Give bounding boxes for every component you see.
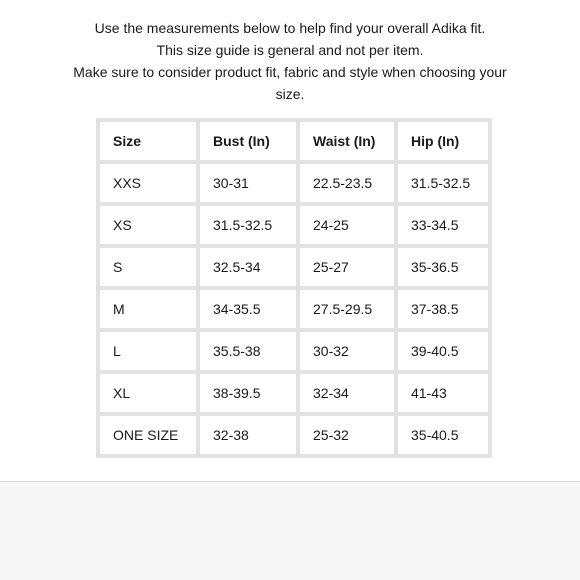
table-row	[98, 288, 490, 330]
table-row	[98, 372, 490, 414]
cell-size: ONE SIZE	[98, 414, 198, 456]
cell-bust: 32-38	[198, 414, 298, 456]
cell-size: M	[98, 288, 198, 330]
header-size: Size	[98, 120, 198, 162]
cell-hip: 31.5-32.5	[396, 162, 490, 204]
cell-bust: 32.5-34	[198, 246, 298, 288]
cell-hip: 39-40.5	[396, 330, 490, 372]
cell-bust: 30-31	[198, 162, 298, 204]
cell-bust: 31.5-32.5	[198, 204, 298, 246]
intro-line-3: Make sure to consider product fit, fabric and style when choosing your	[73, 64, 507, 80]
header-waist: Waist (In)	[298, 120, 396, 162]
cell-size: S	[98, 246, 198, 288]
cell-waist: 30-32	[298, 330, 396, 372]
cell-bust: 34-35.5	[198, 288, 298, 330]
table-row	[98, 414, 490, 456]
cell-size: XXS	[98, 162, 198, 204]
cell-waist: 25-32	[298, 414, 396, 456]
intro-line-4: size.	[275, 86, 305, 102]
cell-waist: 27.5-29.5	[298, 288, 396, 330]
table-row	[98, 330, 490, 372]
cell-hip: 35-36.5	[396, 246, 490, 288]
intro-line-1: Use the measurements below to help find your overall Adika fit.	[94, 20, 486, 36]
cell-waist: 24-25	[298, 204, 396, 246]
table-row	[98, 204, 490, 246]
cell-hip: 37-38.5	[396, 288, 490, 330]
cell-bust: 38-39.5	[198, 372, 298, 414]
table-row	[98, 162, 490, 204]
table-header-row	[98, 120, 490, 162]
cell-waist: 22.5-23.5	[298, 162, 396, 204]
header-hip: Hip (In)	[396, 120, 490, 162]
cell-size: L	[98, 330, 198, 372]
table-row	[98, 246, 490, 288]
header-bust: Bust (In)	[198, 120, 298, 162]
size-chart-table	[96, 118, 492, 458]
cell-waist: 25-27	[298, 246, 396, 288]
intro-line-2: This size guide is general and not per item.	[156, 42, 424, 58]
size-guide-intro	[0, 17, 580, 105]
cell-hip: 35-40.5	[396, 414, 490, 456]
cell-hip: 33-34.5	[396, 204, 490, 246]
bottom-overlay-panel	[0, 481, 580, 580]
cell-bust: 35.5-38	[198, 330, 298, 372]
cell-hip: 41-43	[396, 372, 490, 414]
cell-size: XL	[98, 372, 198, 414]
cell-waist: 32-34	[298, 372, 396, 414]
cell-size: XS	[98, 204, 198, 246]
